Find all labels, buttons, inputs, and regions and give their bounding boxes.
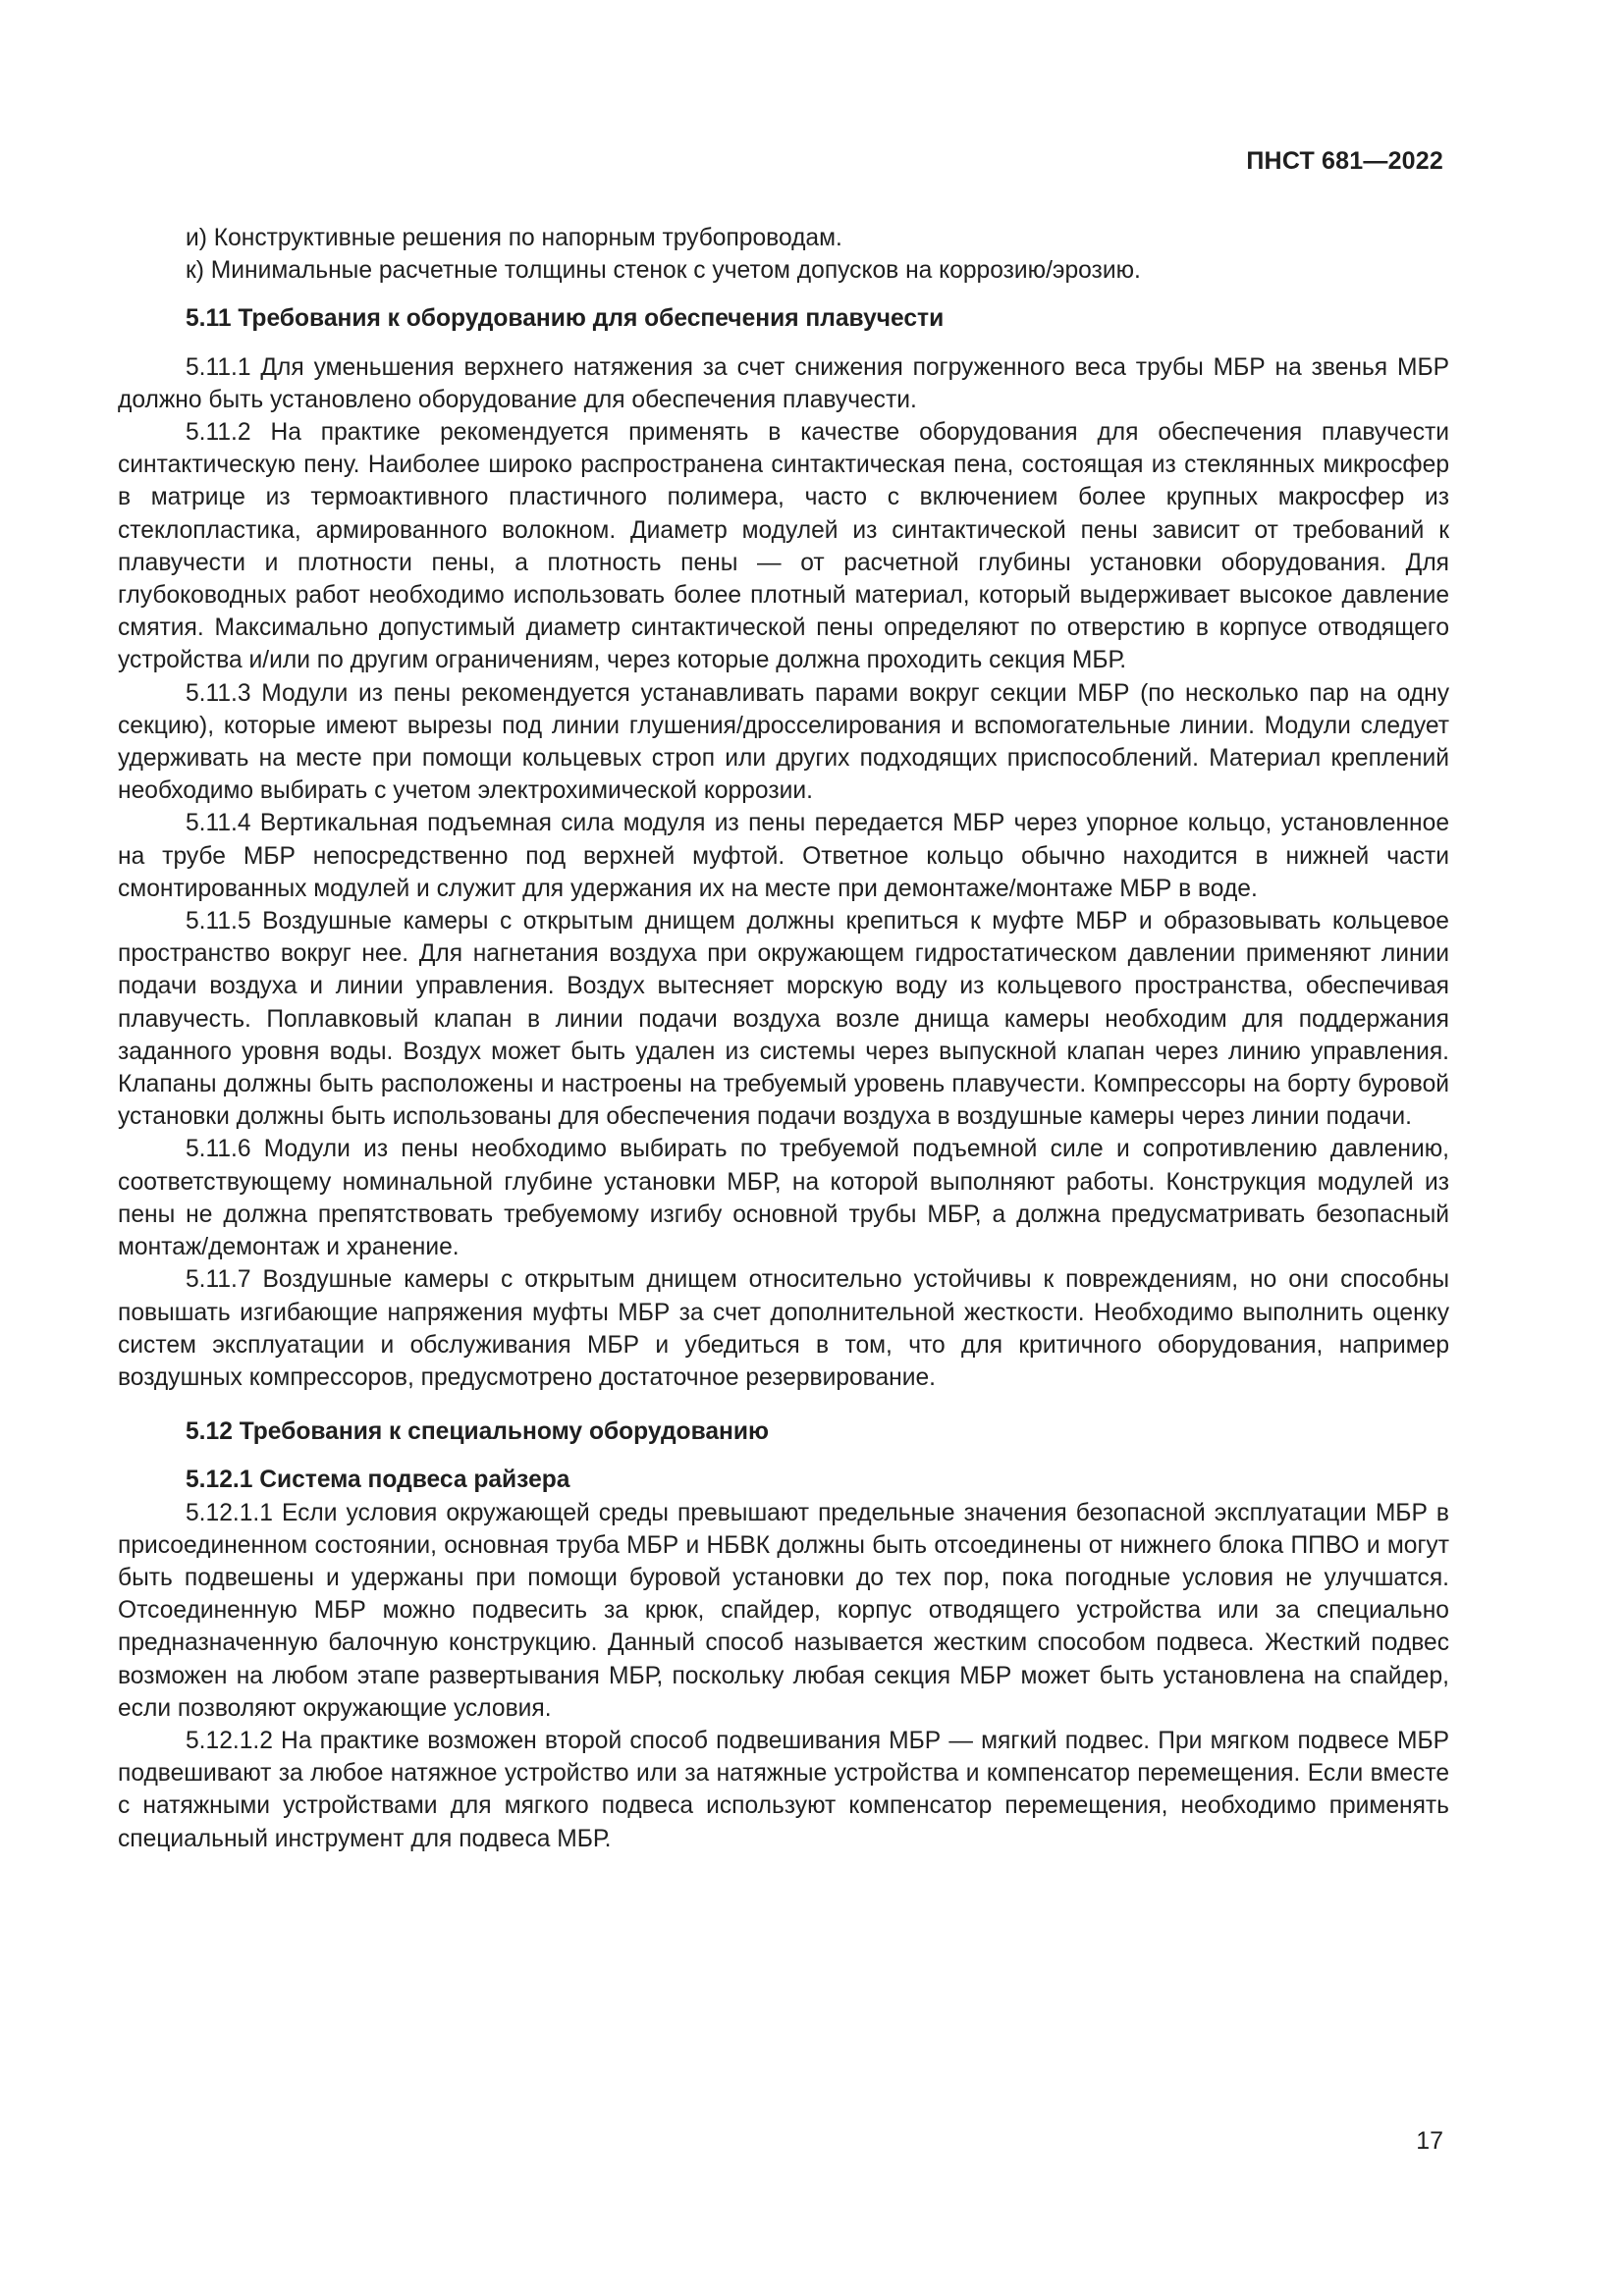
list-item: и) Конструктивные решения по напорным трубопроводам. <box>186 225 842 251</box>
paragraph-5-12-1-2: 5.12.1.2 На практике возможен второй способ подвешивания МБР — мягкий подвес. При мягком подвесе МБР подвешивают за любое натяжное устройство или за натяжные устройства и компенсатор перемещения. Если вместе с натяжными устройствами для мягкого подвеса используют компенсатор перемещения, необходимо применять специальный инструмент для подвеса МБР. <box>118 1727 1449 1852</box>
page-number: 17 <box>1416 2127 1443 2155</box>
list-item: к) Минимальные расчетные толщины стенок с учетом допусков на коррозию/эрозию. <box>186 257 1141 285</box>
section-heading-5-11: 5.11 Требования к оборудованию для обеспечения плавучести <box>186 305 945 333</box>
paragraph-5-11-7: 5.11.7 Воздушные камеры с открытым днищем относительно устойчивы к повреждениям, но они способны повышать изгибающие напряжения муфты МБР за счет дополнительной жесткости. Необходимо выполнить оценку систем эксплуатации и обслуживания МБР и убедиться в том, что для критичного оборудования, например воздушных компрессоров, предусмотрено достаточное резервирование. <box>118 1266 1449 1391</box>
section-heading-5-12: 5.12 Требования к специальному оборудованию <box>186 1418 770 1446</box>
paragraph-5-11-6: 5.11.6 Модули из пены необходимо выбирать по требуемой подъемной силе и сопротивлению давлению, соответствующему номинальной глубине установки МБР, на которой выполняют работы. Конструкция модулей из пены не должна препятствовать требуемому изгибу основной трубы МБР, а должна предусматривать безопасный монтаж/демонтаж и хранение. <box>118 1136 1449 1261</box>
subsection-heading-5-12-1: 5.12.1 Система подвеса райзера <box>186 1467 570 1494</box>
paragraph-5-11-3: 5.11.3 Модули из пены рекомендуется устанавливать парами вокруг секции МБР (по несколько пар на одну секцию), которые имеют вырезы под линии глушения/дросселирования и вспомогательные линии. Модули следует удерживать на месте при помощи кольцевых строп или других подходящих приспособлений. Материал креплений необходимо выбирать с учетом электрохимической коррозии. <box>118 679 1449 805</box>
paragraph-5-11-2: 5.11.2 На практике рекомендуется применять в качестве оборудования для обеспечения плавучести синтактическую пену. Наиболее широко распространена синтактическая пена, состоящая из стеклянных микросфер в матрице из термоактивного пластичного полимера, часто с включением более крупных макросфер из стеклопластика, армированного волокном. Диаметр модулей из синтактической пены зависит от требований к плавучести и плотности пены, а плотность пены — от расчетной глубины установки оборудования. Для глубоководных работ необходимо использовать более плотный материал, который выдерживает высокое давление смятия. Максимально допустимый диаметр синтактической пены определяют по отверстию в корпусе отводящего устройства и/или по другим ограничениям, через которые должна проходить секция МБР. <box>118 419 1449 674</box>
page-body <box>118 222 1449 1855</box>
paragraph-5-11-4: 5.11.4 Вертикальная подъемная сила модуля из пены передается МБР через упорное кольцо, установленное на трубе МБР непосредственно под верхней муфтой. Ответное кольцо обычно находится в нижней части смонтированных модулей и служит для удержания их на месте при демонтаже/монтаже МБР в воде. <box>118 810 1449 902</box>
paragraph-5-11-5: 5.11.5 Воздушные камеры с открытым днищем должны крепиться к муфте МБР и образовывать кольцевое пространство вокруг нее. Для нагнетания воздуха при окружающем гидростатическом давлении применяют линии подачи воздуха и линии управления. Воздух вытесняет морскую воду из кольцевого пространства, обеспечивая плавучесть. Поплавковый клапан в линии подачи воздуха возле днища камеры необходим для поддержания заданного уровня воды. Воздух может быть удален из системы через выпускной клапан через линию управления. Клапаны должны быть расположены и настроены на требуемый уровень плавучести. Компрессоры на борту буровой установки должны быть использованы для обеспечения подачи воздуха в воздушные камеры через линии подачи. <box>118 908 1449 1131</box>
paragraph-5-12-1-1: 5.12.1.1 Если условия окружающей среды превышают предельные значения безопасной эксплуатации МБР в присоединенном состоянии, основная труба МБР и НБВК должны быть отсоединены от нижнего блока ППВО и могут быть подвешены и удержаны при помощи буровой установки до тех пор, пока погодные условия не улучшатся. Отсоединенную МБР можно подвесить за крюк, спайдер, корпус отводящего устройства или за специально предназначенную балочную конструкцию. Данный способ называется жестким способом подвеса. Жесткий подвес возможен на любом этапе развертывания МБР, поскольку любая секция МБР может быть установлена на спайдер, если позволяют окружающие условия. <box>118 1499 1449 1722</box>
paragraph-5-11-1: 5.11.1 Для уменьшения верхнего натяжения за счет снижения погруженного веса трубы МБР на звенья МБР должно быть установлено оборудование для обеспечения плавучести. <box>118 353 1449 413</box>
document-code: ПНСТ 681—2022 <box>1246 147 1443 175</box>
